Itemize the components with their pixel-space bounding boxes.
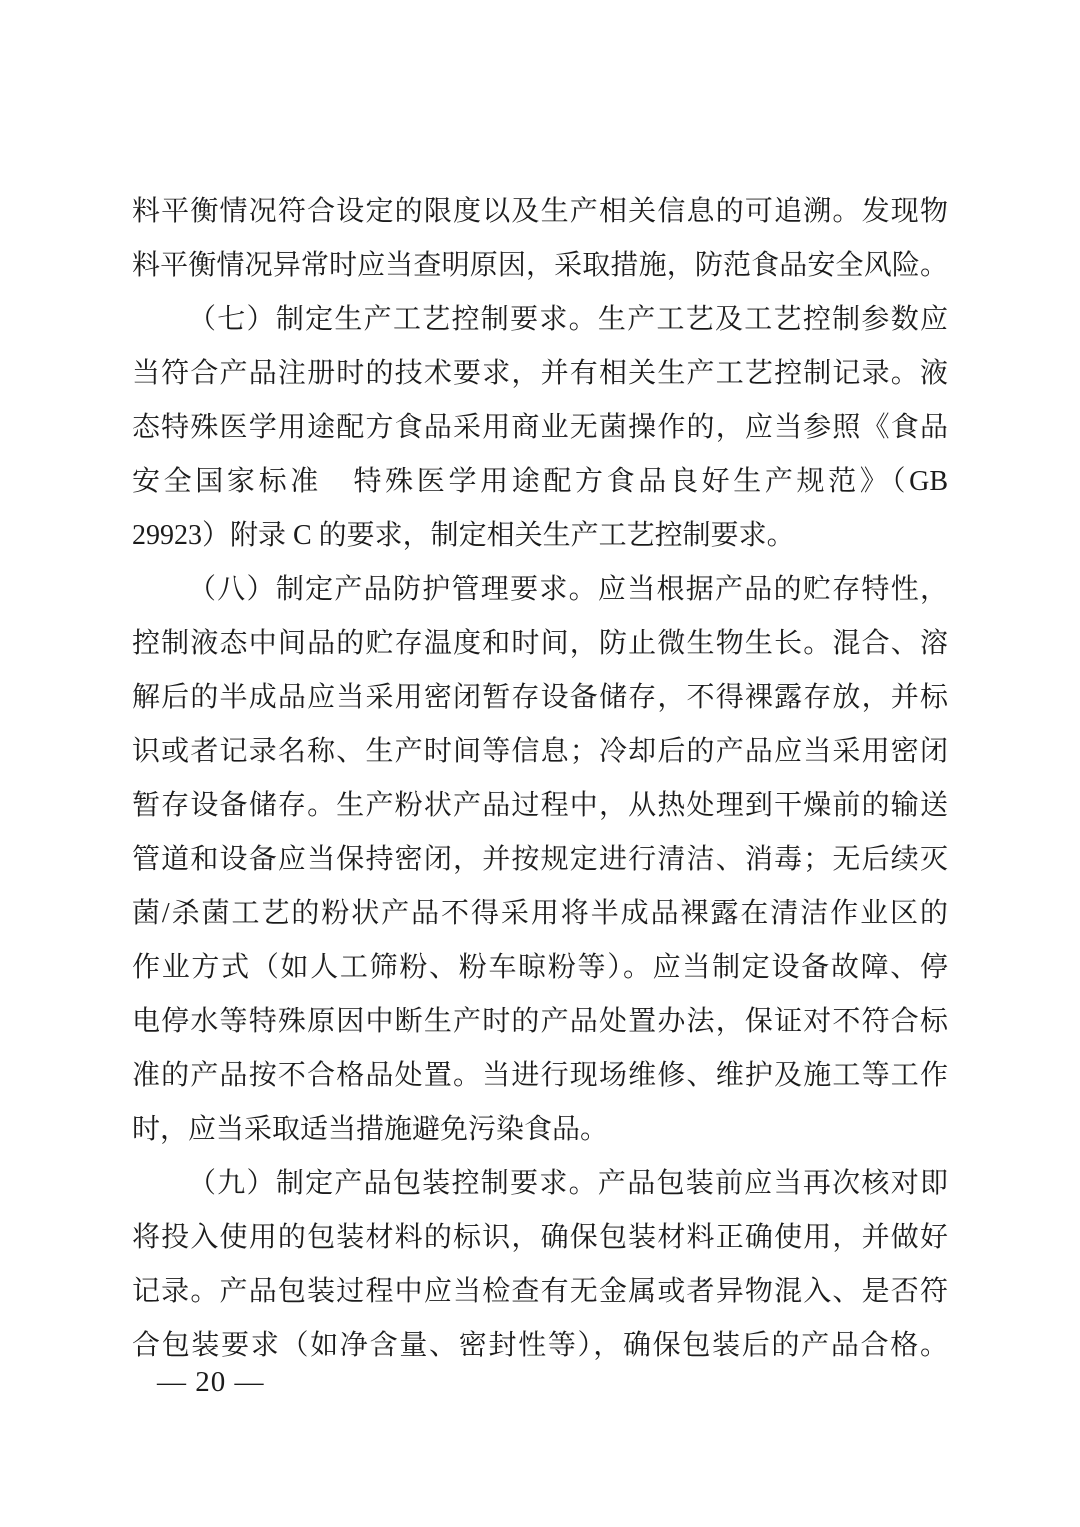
text-line: 将投入使用的包装材料的标识，确保包装材料正确使用，并做好 xyxy=(132,1222,948,1253)
page-number-footer xyxy=(157,1364,265,1400)
page-number: — 20 — xyxy=(157,1366,265,1398)
text-line: 料平衡情况符合设定的限度以及生产相关信息的可追溯。发现物 xyxy=(132,196,948,227)
text-line: 合包装要求（如净含量、密封性等），确保包装后的产品合格。 xyxy=(132,1330,948,1361)
text-line: 电停水等特殊原因中断生产时的产品处置办法，保证对不符合标 xyxy=(132,1006,948,1037)
text-line: 记录。产品包装过程中应当检查有无金属或者异物混入、是否符 xyxy=(132,1276,948,1307)
document-body xyxy=(132,185,948,1373)
text-line: （八）制定产品防护管理要求。应当根据产品的贮存特性， xyxy=(188,574,948,605)
text-line: 作业方式（如人工筛粉、粉车晾粉等）。应当制定设备故障、停 xyxy=(132,952,948,983)
text-line: 29923）附录 C 的要求，制定相关生产工艺控制要求。 xyxy=(132,520,795,551)
text-line: 准的产品按不合格品处置。当进行现场维修、维护及施工等工作 xyxy=(132,1060,948,1091)
text-line: 态特殊医学用途配方食品采用商业无菌操作的，应当参照《食品 xyxy=(132,412,948,443)
text-line: 暂存设备储存。生产粉状产品过程中，从热处理到干燥前的输送 xyxy=(132,790,948,821)
text-line: 识或者记录名称、生产时间等信息；冷却后的产品应当采用密闭 xyxy=(132,736,948,767)
text-line: 控制液态中间品的贮存温度和时间，防止微生物生长。混合、溶 xyxy=(132,628,948,659)
text-line: 时，应当采取适当措施避免污染食品。 xyxy=(132,1114,609,1145)
text-line: 当符合产品注册时的技术要求，并有相关生产工艺控制记录。液 xyxy=(132,358,948,389)
text-line: 管道和设备应当保持密闭，并按规定进行清洁、消毒；无后续灭 xyxy=(132,844,948,875)
text-line: （九）制定产品包装控制要求。产品包装前应当再次核对即 xyxy=(188,1168,948,1199)
text-line: 解后的半成品应当采用密闭暂存设备储存，不得裸露存放，并标 xyxy=(132,682,948,713)
text-line: （七）制定生产工艺控制要求。生产工艺及工艺控制参数应 xyxy=(188,304,948,335)
text-line: 菌/杀菌工艺的粉状产品不得采用将半成品裸露在清洁作业区的 xyxy=(132,898,948,929)
text-line: 料平衡情况异常时应当查明原因，采取措施，防范食品安全风险。 xyxy=(132,250,948,281)
text-line: 安全国家标准 特殊医学用途配方食品良好生产规范》（GB xyxy=(132,466,948,497)
